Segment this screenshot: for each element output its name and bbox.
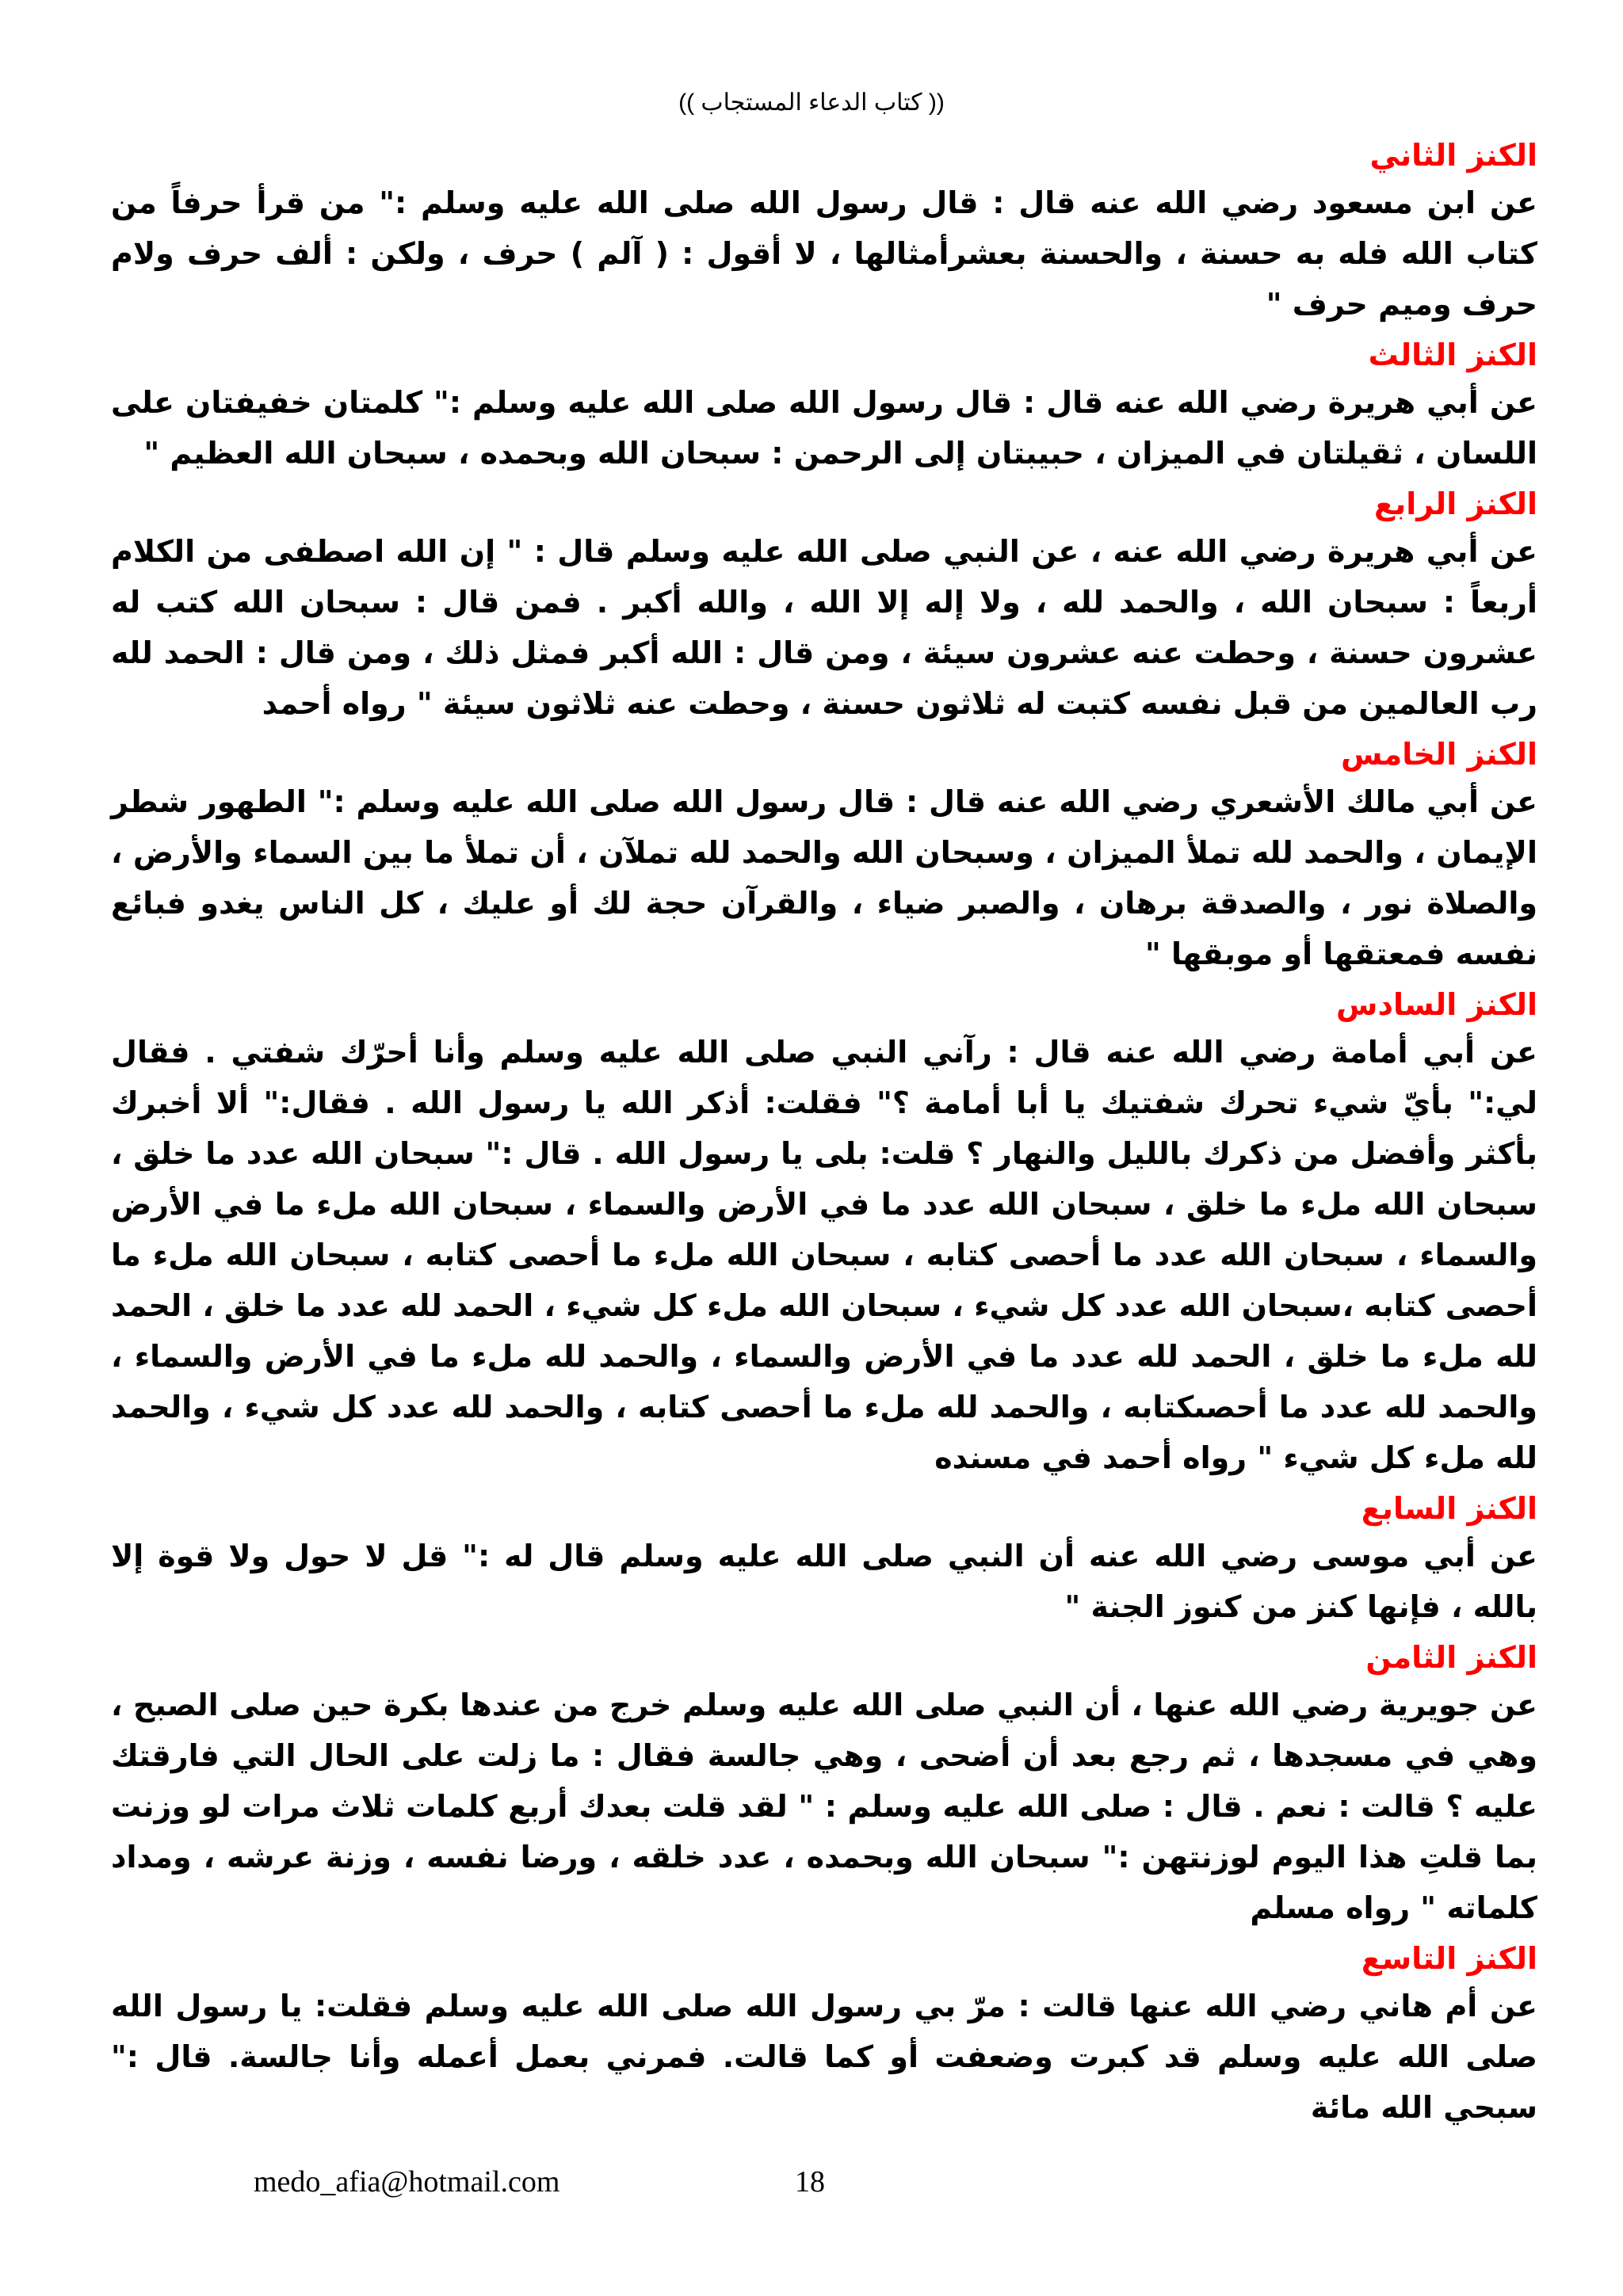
section-treasure-7 [111, 1486, 1537, 1632]
section-title: الكنز السادس [1336, 987, 1537, 1022]
section-treasure-2 [111, 133, 1537, 330]
section-title: الكنز الخامس [1341, 737, 1537, 772]
section-text: عن أبي أمامة رضي الله عنه قال : رآني النبي صلى الله عليه وسلم وأنا أحرّك شفتي . فقال لي:" بأيّ شيء تحرك شفتيك يا أبا أمامة ؟" فقلت: أذكر الله يا رسول الله . فقال:" ألا أخبرك بأكثر وأفضل من ذكرك بالليل والنهار ؟ قلت: بلى يا رسول الله . قال :" سبحان الله عدد ما خلق ، سبحان الله ملء ما خلق ، سبحان الله عدد ما في الأرض والسماء ، سبحان الله ملء ما في الأرض والسماء ، سبحان الله عدد ما أحصى كتابه ، سبحان الله ملء ما أحصى كتابه ، سبحان الله ملء ما أحصى كتابه ،سبحان الله عدد كل شيء ، سبحان الله ملء كل شيء ، الحمد لله عدد ما خلق ، الحمد لله ملء ما خلق ، الحمد لله عدد ما في الأرض والسماء ، والحمد لله ملء ما في الأرض والسماء ، والحمد لله عدد ما أحصىكتابه ، والحمد لله ملء ما أحصى كتابه ، والحمد لله عدد كل شيء ، والحمد لله ملء كل شيء " رواه أحمد في مسنده [111, 1035, 1537, 1475]
section-treasure-5 [111, 732, 1537, 979]
section-treasure-3 [111, 333, 1537, 479]
page-number: 18 [795, 2165, 825, 2199]
page-content [111, 133, 1537, 2136]
section-text: عن أبي هريرة رضي الله عنه قال : قال رسول الله صلى الله عليه وسلم :" كلمتان خفيفتان على اللسان ، ثقيلتان في الميزان ، حبيبتان إلى الرحمن : سبحان الله وبحمده ، سبحان الله العظيم " [111, 385, 1537, 471]
section-title: الكنز الثاني [1369, 138, 1537, 173]
section-title: الكنز الثالث [1368, 338, 1537, 372]
section-text: عن أبي هريرة رضي الله عنه ، عن النبي صلى الله عليه وسلم قال : " إن الله اصطفى من الكلام أربعاً : سبحان الله ، والحمد لله ، ولا إله إلا الله ، والله أكبر . فمن قال : سبحان الله كتب له عشرون حسنة ، وحطت عنه عشرون سيئة ، ومن قال : الله أكبر فمثل ذلك ، ومن قال : الحمد لله رب العالمين من قبل نفسه كتبت له ثلاثون حسنة ، وحطت عنه ثلاثون سيئة " رواه أحمد [111, 534, 1537, 721]
section-text: عن أبي موسى رضي الله عنه أن النبي صلى الله عليه وسلم قال له :" قل لا حول ولا قوة إلا بالله ، فإنها كنز من كنوز الجنة " [111, 1539, 1537, 1624]
book-title-header: (( كتاب الدعاء المستجاب )) [678, 90, 945, 116]
section-treasure-6 [111, 982, 1537, 1483]
section-treasure-9 [111, 1936, 1537, 2133]
section-title: الكنز الثامن [1365, 1640, 1537, 1675]
section-title: الكنز الرابع [1374, 486, 1537, 521]
footer-email: medo_afia@hotmail.com [254, 2165, 560, 2199]
section-treasure-8 [111, 1635, 1537, 1933]
section-title: الكنز السابع [1361, 1491, 1537, 1526]
section-text: عن أم هاني رضي الله عنها قالت : مرّ بي رسول الله صلى الله عليه وسلم فقلت: يا رسول الله صلى الله عليه وسلم قد كبرت وضعفت أو كما قالت. فمرني بعمل أعمله وأنا جالسة. قال :" سبحي الله مائة [111, 1989, 1537, 2125]
section-text: عن ابن مسعود رضي الله عنه قال : قال رسول الله صلى الله عليه وسلم :" من قرأ حرفاً من كتاب الله فله به حسنة ، والحسنة بعشرأمثالها ، لا أقول : ( آلم ) حرف ، ولكن : ألف حرف ولام حرف وميم حرف " [111, 185, 1537, 322]
section-treasure-4 [111, 482, 1537, 729]
section-title: الكنز التاسع [1361, 1941, 1537, 1976]
section-text: عن أبي مالك الأشعري رضي الله عنه قال : قال رسول الله صلى الله عليه وسلم :" الطهور شطر الإيمان ، والحمد لله تملأ الميزان ، وسبحان الله والحمد لله تملآن ، أن تملأ ما بين السماء والأرض ، والصلاة نور ، والصدقة برهان ، والصبر ضياء ، والقرآن حجة لك أو عليك ، كل الناس يغدو فبائع نفسه فمعتقها أو موبقها " [111, 784, 1537, 971]
section-text: عن جويرية رضي الله عنها ، أن النبي صلى الله عليه وسلم خرج من عندها بكرة حين صلى الصبح ، وهي في مسجدها ، ثم رجع بعد أن أضحى ، وهي جالسة فقال : ما زلت على الحال التي فارقتك عليه ؟ قالت : نعم . قال : صلى الله عليه وسلم : " لقد قلت بعدك أربع كلمات ثلاث مرات لو وزنت بما قلتِ هذا اليوم لوزنتهن :" سبحان الله وبحمده ، عدد خلقه ، ورضا نفسه ، وزنة عرشه ، ومداد كلماته " رواه مسلم [111, 1688, 1537, 1925]
